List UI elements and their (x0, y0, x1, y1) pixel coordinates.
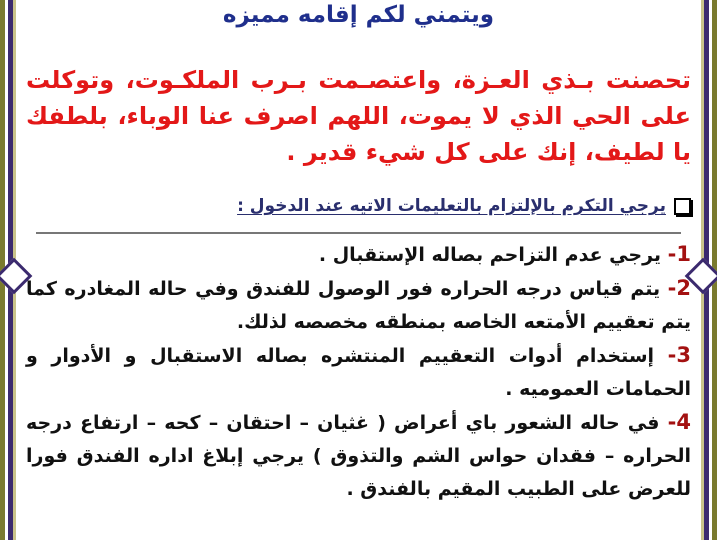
rule-number: 4- (667, 410, 691, 434)
rule-item (26, 238, 691, 272)
checkbox-icon (674, 198, 691, 215)
rule-text: يرجي عدم التزاحم بصاله الإستقبال . (318, 244, 662, 266)
instructions-heading (26, 196, 691, 216)
rule-number: 2- (667, 276, 691, 300)
rules-list (26, 238, 691, 506)
rule-number: 3- (667, 343, 691, 367)
rule-number: 1- (667, 242, 691, 266)
rule-item (26, 339, 691, 406)
prayer-text: تحصنت بـذي العـزة، واعتصـمت بـرب الملكـوت، وتوكلت على الحي الذي لا يموت، اللهم اصرف عنا الوباء، بلطفك يا لطيف، إنك على كل شيء قدير . (26, 66, 691, 166)
page-heading: ويتمني لكم إقامه مميزه (222, 2, 495, 28)
instructions-heading-text: يرجي التكرم بالإلتزام بالتعليمات الاتيه عند الدخول : (237, 196, 666, 216)
rule-item (26, 406, 691, 506)
rule-text: في حاله الشعور باي أعراض ( غثيان – احتقان – كحه – ارتفاع درجه الحراره – فقدان حواس الشم والتذوق ) يرجي إبلاغ اداره الفندق فورا للعرض على الطبيب المقيم بالفندق . (26, 412, 691, 500)
rule-item (26, 272, 691, 339)
rule-text: إستخدام أدوات التعقييم المنتشره بصاله الاستقبال و الأدوار و الحمامات العموميه . (26, 345, 691, 400)
document-body (26, 0, 691, 540)
divider-line (36, 232, 681, 234)
rule-text: يتم قياس درجه الحراره فور الوصول للفندق وفي حاله المغادره كما يتم تعقييم الأمتعه الخاصه بمنطقه مخصصه لذلك. (26, 278, 691, 333)
